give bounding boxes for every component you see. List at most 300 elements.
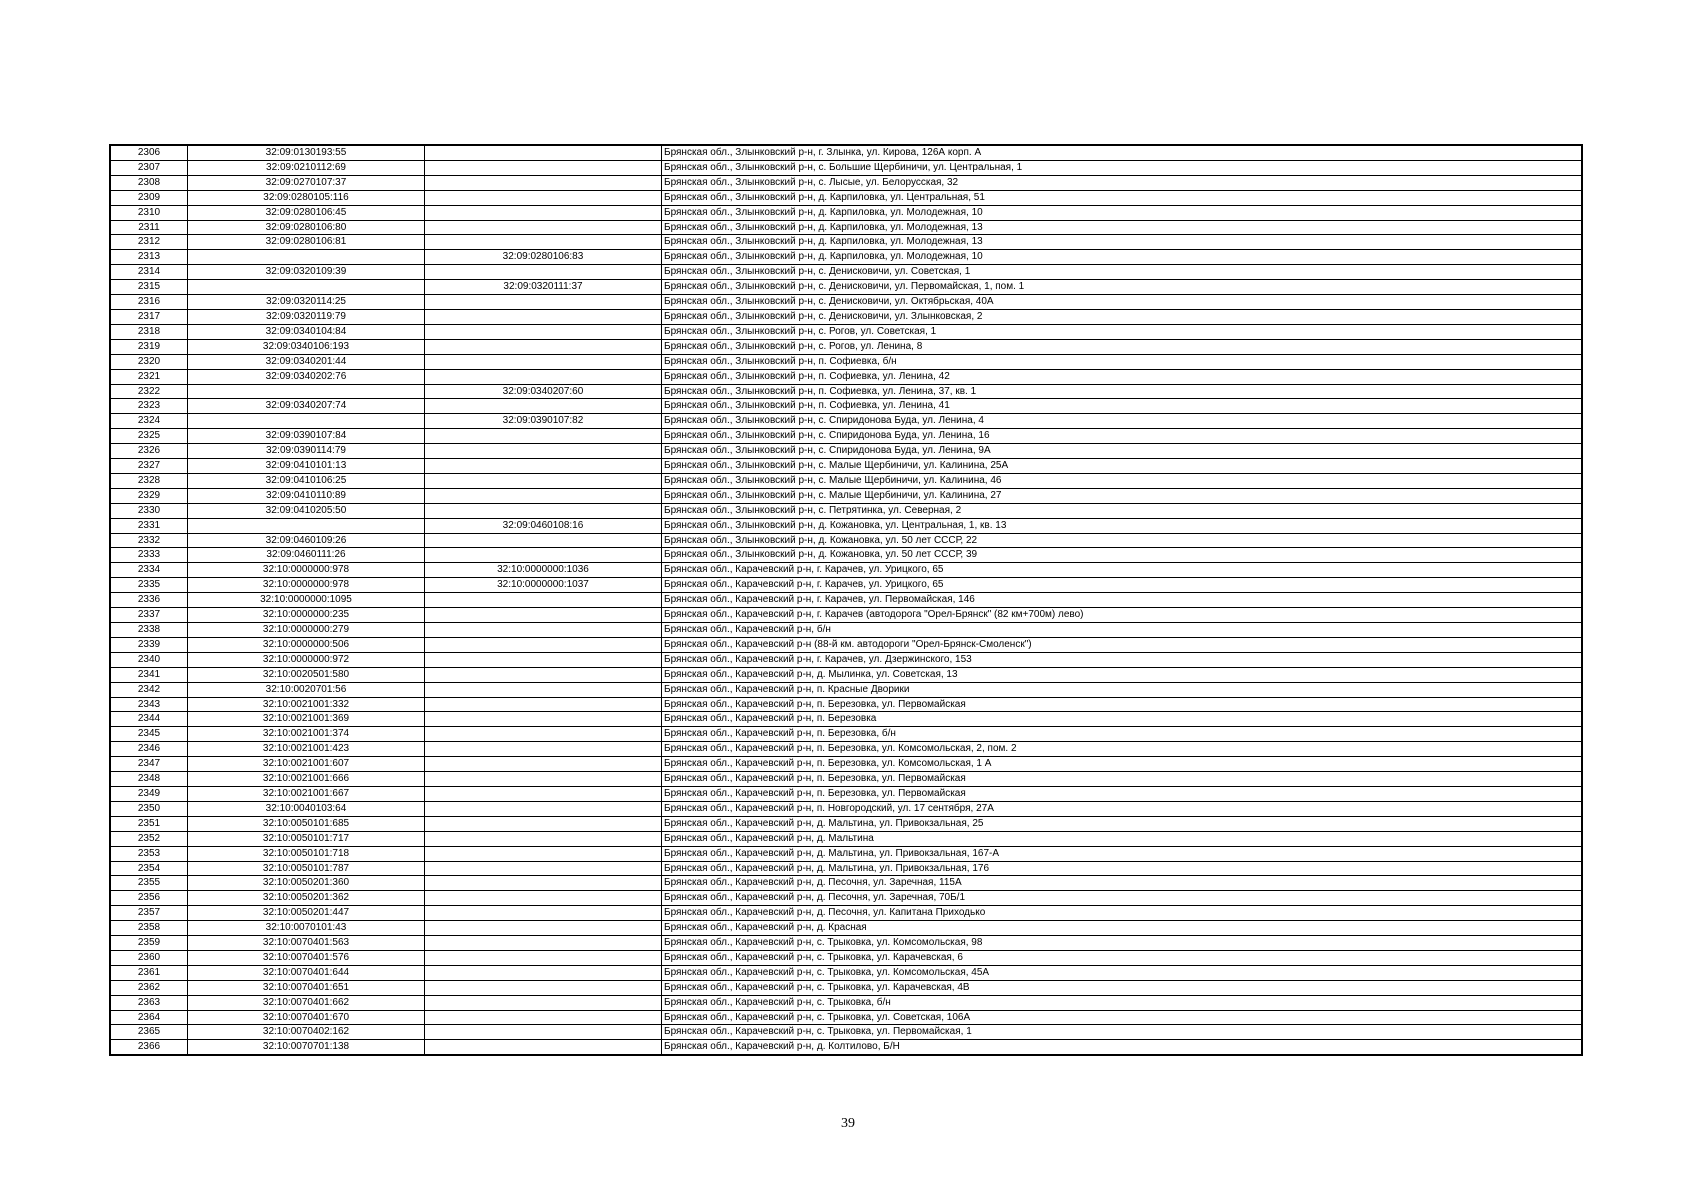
row-number-cell: 2318 [110, 324, 188, 339]
table-row [110, 1040, 1582, 1055]
cadastral-number-cell: 32:10:0000000:978 [188, 578, 425, 593]
cadastral-number-cell: 32:10:0070401:563 [188, 936, 425, 951]
table-row [110, 160, 1582, 175]
cadastral-number-cell: 32:09:0460111:26 [188, 548, 425, 563]
cadastral-number-cell: 32:10:0040103:64 [188, 801, 425, 816]
address-cell: Брянская обл., Карачевский р-н, п. Березовка, ул. Комсомольская, 2, пом. 2 [662, 742, 1583, 757]
address-cell: Брянская обл., Злынковский р-н, д. Карпиловка, ул. Молодежная, 10 [662, 205, 1583, 220]
table-row [110, 950, 1582, 965]
table-row [110, 190, 1582, 205]
row-number-cell: 2319 [110, 339, 188, 354]
row-number-cell: 2352 [110, 831, 188, 846]
address-cell: Брянская обл., Злынковский р-н, п. Софиевка, ул. Ленина, 42 [662, 369, 1583, 384]
linked-cadastral-number-cell [425, 936, 662, 951]
cadastral-number-cell: 32:10:0000000:978 [188, 563, 425, 578]
linked-cadastral-number-cell [425, 757, 662, 772]
linked-cadastral-number-cell [425, 369, 662, 384]
row-number-cell: 2355 [110, 876, 188, 891]
cadastral-number-cell: 32:10:0000000:235 [188, 608, 425, 623]
address-cell: Брянская обл., Злынковский р-н, д. Карпиловка, ул. Молодежная, 13 [662, 235, 1583, 250]
linked-cadastral-number-cell [425, 623, 662, 638]
table-row [110, 563, 1582, 578]
row-number-cell: 2311 [110, 220, 188, 235]
table-row [110, 250, 1582, 265]
cadastral-number-cell: 32:09:0340106:193 [188, 339, 425, 354]
row-number-cell: 2348 [110, 772, 188, 787]
address-cell: Брянская обл., Злынковский р-н, п. Софиевка, ул. Ленина, 41 [662, 399, 1583, 414]
row-number-cell: 2354 [110, 861, 188, 876]
table-row [110, 608, 1582, 623]
cadastral-number-cell [188, 280, 425, 295]
row-number-cell: 2342 [110, 682, 188, 697]
address-cell: Брянская обл., Карачевский р-н, д. Мальтина, ул. Привокзальная, 25 [662, 816, 1583, 831]
table-row [110, 578, 1582, 593]
linked-cadastral-number-cell [425, 697, 662, 712]
table-row [110, 145, 1582, 160]
address-cell: Брянская обл., Карачевский р-н, п. Березовка [662, 712, 1583, 727]
table-row [110, 354, 1582, 369]
cadastral-number-cell: 32:09:0130193:55 [188, 145, 425, 160]
row-number-cell: 2326 [110, 444, 188, 459]
row-number-cell: 2316 [110, 295, 188, 310]
cadastral-number-cell: 32:10:0020501:580 [188, 667, 425, 682]
linked-cadastral-number-cell [425, 667, 662, 682]
cadastral-number-cell: 32:10:0000000:972 [188, 652, 425, 667]
linked-cadastral-number-cell: 32:09:0390107:82 [425, 414, 662, 429]
address-cell: Брянская обл., Карачевский р-н, д. Красная [662, 921, 1583, 936]
table-row [110, 548, 1582, 563]
row-number-cell: 2358 [110, 921, 188, 936]
address-cell: Брянская обл., Карачевский р-н, п. Березовка, б/н [662, 727, 1583, 742]
cadastral-number-cell: 32:10:0050201:362 [188, 891, 425, 906]
address-cell: Брянская обл., Карачевский р-н, д. Мальтина, ул. Привокзальная, 167-А [662, 846, 1583, 861]
cadastral-number-cell: 32:09:0460109:26 [188, 533, 425, 548]
cadastral-number-cell: 32:09:0410106:25 [188, 473, 425, 488]
table-row [110, 786, 1582, 801]
cadastral-number-cell: 32:10:0070401:576 [188, 950, 425, 965]
address-cell: Брянская обл., Карачевский р-н, с. Трыковка, ул. Комсомольская, 98 [662, 936, 1583, 951]
cadastral-number-cell: 32:10:0021001:607 [188, 757, 425, 772]
row-number-cell: 2331 [110, 518, 188, 533]
row-number-cell: 2366 [110, 1040, 188, 1055]
address-cell: Брянская обл., Карачевский р-н, с. Трыковка, ул. Карачевская, 6 [662, 950, 1583, 965]
row-number-cell: 2365 [110, 1025, 188, 1040]
address-cell: Брянская обл., Злынковский р-н, с. Малые Щербиничи, ул. Калинина, 46 [662, 473, 1583, 488]
address-cell: Брянская обл., Злынковский р-н, д. Карпиловка, ул. Молодежная, 10 [662, 250, 1583, 265]
table-row [110, 816, 1582, 831]
row-number-cell: 2327 [110, 459, 188, 474]
row-number-cell: 2337 [110, 608, 188, 623]
linked-cadastral-number-cell [425, 846, 662, 861]
table-row [110, 384, 1582, 399]
linked-cadastral-number-cell [425, 742, 662, 757]
address-cell: Брянская обл., Злынковский р-н, д. Кожановка, ул. Центральная, 1, кв. 13 [662, 518, 1583, 533]
linked-cadastral-number-cell [425, 473, 662, 488]
address-cell: Брянская обл., Злынковский р-н, д. Карпиловка, ул. Центральная, 51 [662, 190, 1583, 205]
table-row [110, 309, 1582, 324]
table-row [110, 459, 1582, 474]
row-number-cell: 2364 [110, 1010, 188, 1025]
address-cell: Брянская обл., Злынковский р-н, с. Малые Щербиничи, ул. Калинина, 25А [662, 459, 1583, 474]
table-row [110, 652, 1582, 667]
address-cell: Брянская обл., Карачевский р-н, д. Мальтина, ул. Привокзальная, 176 [662, 861, 1583, 876]
address-cell: Брянская обл., Злынковский р-н, с. Денисковичи, ул. Советская, 1 [662, 265, 1583, 280]
linked-cadastral-number-cell [425, 950, 662, 965]
cadastral-number-cell: 32:09:0410205:50 [188, 503, 425, 518]
linked-cadastral-number-cell [425, 772, 662, 787]
cadastral-number-cell: 32:09:0320119:79 [188, 309, 425, 324]
linked-cadastral-number-cell [425, 876, 662, 891]
row-number-cell: 2349 [110, 786, 188, 801]
property-table-body [110, 145, 1582, 1055]
linked-cadastral-number-cell [425, 608, 662, 623]
row-number-cell: 2335 [110, 578, 188, 593]
table-row [110, 205, 1582, 220]
row-number-cell: 2321 [110, 369, 188, 384]
row-number-cell: 2306 [110, 145, 188, 160]
address-cell: Брянская обл., Злынковский р-н, с. Лысые, ул. Белорусская, 32 [662, 175, 1583, 190]
cadastral-number-cell [188, 384, 425, 399]
row-number-cell: 2313 [110, 250, 188, 265]
row-number-cell: 2314 [110, 265, 188, 280]
linked-cadastral-number-cell: 32:10:0000000:1036 [425, 563, 662, 578]
table-row [110, 682, 1582, 697]
row-number-cell: 2310 [110, 205, 188, 220]
linked-cadastral-number-cell [425, 995, 662, 1010]
address-cell: Брянская обл., Злынковский р-н, с. Рогов, ул. Ленина, 8 [662, 339, 1583, 354]
row-number-cell: 2340 [110, 652, 188, 667]
row-number-cell: 2341 [110, 667, 188, 682]
row-number-cell: 2361 [110, 965, 188, 980]
linked-cadastral-number-cell [425, 965, 662, 980]
table-row [110, 727, 1582, 742]
cadastral-number-cell: 32:10:0021001:332 [188, 697, 425, 712]
cadastral-number-cell: 32:10:0070101:43 [188, 921, 425, 936]
linked-cadastral-number-cell [425, 1040, 662, 1055]
cadastral-number-cell: 32:09:0340201:44 [188, 354, 425, 369]
cadastral-number-cell: 32:10:0070401:651 [188, 980, 425, 995]
linked-cadastral-number-cell [425, 429, 662, 444]
row-number-cell: 2356 [110, 891, 188, 906]
linked-cadastral-number-cell [425, 488, 662, 503]
row-number-cell: 2308 [110, 175, 188, 190]
row-number-cell: 2325 [110, 429, 188, 444]
table-row [110, 444, 1582, 459]
address-cell: Брянская обл., Злынковский р-н, с. Рогов, ул. Советская, 1 [662, 324, 1583, 339]
linked-cadastral-number-cell: 32:09:0320111:37 [425, 280, 662, 295]
cadastral-number-cell: 32:10:0050101:685 [188, 816, 425, 831]
linked-cadastral-number-cell [425, 1010, 662, 1025]
address-cell: Брянская обл., Карачевский р-н, п. Новгородский, ул. 17 сентября, 27А [662, 801, 1583, 816]
row-number-cell: 2317 [110, 309, 188, 324]
address-cell: Брянская обл., Злынковский р-н, с. Большие Щербиничи, ул. Центральная, 1 [662, 160, 1583, 175]
linked-cadastral-number-cell [425, 399, 662, 414]
linked-cadastral-number-cell [425, 831, 662, 846]
address-cell: Брянская обл., Карачевский р-н, г. Карачев, ул. Дзержинского, 153 [662, 652, 1583, 667]
linked-cadastral-number-cell [425, 459, 662, 474]
linked-cadastral-number-cell [425, 801, 662, 816]
row-number-cell: 2339 [110, 637, 188, 652]
cadastral-number-cell: 32:10:0021001:423 [188, 742, 425, 757]
row-number-cell: 2347 [110, 757, 188, 772]
address-cell: Брянская обл., Злынковский р-н, с. Денисковичи, ул. Первомайская, 1, пом. 1 [662, 280, 1583, 295]
table-row [110, 593, 1582, 608]
cadastral-number-cell: 32:10:0070701:138 [188, 1040, 425, 1055]
table-row [110, 488, 1582, 503]
cadastral-number-cell: 32:09:0340207:74 [188, 399, 425, 414]
address-cell: Брянская обл., Злынковский р-н, д. Карпиловка, ул. Молодежная, 13 [662, 220, 1583, 235]
linked-cadastral-number-cell [425, 160, 662, 175]
cadastral-number-cell: 32:10:0021001:374 [188, 727, 425, 742]
address-cell: Брянская обл., Карачевский р-н, д. Мылинка, ул. Советская, 13 [662, 667, 1583, 682]
linked-cadastral-number-cell [425, 190, 662, 205]
cadastral-number-cell: 32:09:0280105:116 [188, 190, 425, 205]
table-row [110, 936, 1582, 951]
linked-cadastral-number-cell [425, 295, 662, 310]
cadastral-number-cell: 32:10:0000000:1095 [188, 593, 425, 608]
address-cell: Брянская обл., Карачевский р-н, п. Березовка, ул. Комсомольская, 1 А [662, 757, 1583, 772]
linked-cadastral-number-cell [425, 921, 662, 936]
row-number-cell: 2362 [110, 980, 188, 995]
cadastral-number-cell: 32:09:0390107:84 [188, 429, 425, 444]
table-row [110, 623, 1582, 638]
cadastral-number-cell: 32:10:0021001:666 [188, 772, 425, 787]
linked-cadastral-number-cell [425, 503, 662, 518]
cadastral-number-cell: 32:10:0050201:447 [188, 906, 425, 921]
row-number-cell: 2363 [110, 995, 188, 1010]
cadastral-number-cell: 32:09:0320114:25 [188, 295, 425, 310]
cadastral-number-cell: 32:09:0270107:37 [188, 175, 425, 190]
linked-cadastral-number-cell [425, 444, 662, 459]
page-number: 39 [841, 1116, 855, 1131]
cadastral-number-cell: 32:09:0280106:45 [188, 205, 425, 220]
cadastral-number-cell: 32:09:0210112:69 [188, 160, 425, 175]
table-row [110, 980, 1582, 995]
address-cell: Брянская обл., Карачевский р-н, б/н [662, 623, 1583, 638]
address-cell: Брянская обл., Злынковский р-н, с. Спиридонова Буда, ул. Ленина, 9А [662, 444, 1583, 459]
cadastral-number-cell: 32:09:0340104:84 [188, 324, 425, 339]
row-number-cell: 2315 [110, 280, 188, 295]
table-row [110, 414, 1582, 429]
table-row [110, 965, 1582, 980]
table-row [110, 220, 1582, 235]
row-number-cell: 2328 [110, 473, 188, 488]
table-row [110, 265, 1582, 280]
address-cell: Брянская обл., Карачевский р-н, г. Карачев (автодорога "Орел-Брянск" (82 км+700м) лево) [662, 608, 1583, 623]
row-number-cell: 2322 [110, 384, 188, 399]
cadastral-number-cell: 32:09:0410110:89 [188, 488, 425, 503]
address-cell: Брянская обл., Карачевский р-н, п. Березовка, ул. Первомайская [662, 697, 1583, 712]
table-row [110, 280, 1582, 295]
linked-cadastral-number-cell [425, 309, 662, 324]
cadastral-number-cell: 32:10:0050201:360 [188, 876, 425, 891]
cadastral-number-cell: 32:10:0050101:787 [188, 861, 425, 876]
row-number-cell: 2346 [110, 742, 188, 757]
table-row [110, 399, 1582, 414]
cadastral-number-cell: 32:09:0280106:80 [188, 220, 425, 235]
linked-cadastral-number-cell [425, 548, 662, 563]
cadastral-number-cell: 32:09:0280106:81 [188, 235, 425, 250]
linked-cadastral-number-cell [425, 682, 662, 697]
address-cell: Брянская обл., Карачевский р-н, п. Березовка, ул. Первомайская [662, 772, 1583, 787]
address-cell: Брянская обл., Карачевский р-н, д. Мальтина [662, 831, 1583, 846]
cadastral-number-cell: 32:10:0070401:670 [188, 1010, 425, 1025]
table-row [110, 801, 1582, 816]
table-row [110, 921, 1582, 936]
linked-cadastral-number-cell [425, 906, 662, 921]
address-cell: Брянская обл., Карачевский р-н, д. Песочня, ул. Заречная, 70Б/1 [662, 891, 1583, 906]
address-cell: Брянская обл., Злынковский р-н, с. Денисковичи, ул. Октябрьская, 40А [662, 295, 1583, 310]
linked-cadastral-number-cell [425, 265, 662, 280]
row-number-cell: 2357 [110, 906, 188, 921]
table-row [110, 891, 1582, 906]
address-cell: Брянская обл., Карачевский р-н (88-й км. автодороги "Орел-Брянск-Смоленск") [662, 637, 1583, 652]
cadastral-number-cell: 32:10:0000000:506 [188, 637, 425, 652]
cadastral-number-cell: 32:10:0050101:718 [188, 846, 425, 861]
address-cell: Брянская обл., Злынковский р-н, п. Софиевка, б/н [662, 354, 1583, 369]
address-cell: Брянская обл., Злынковский р-н, с. Денисковичи, ул. Злынковская, 2 [662, 309, 1583, 324]
row-number-cell: 2334 [110, 563, 188, 578]
table-row [110, 339, 1582, 354]
row-number-cell: 2320 [110, 354, 188, 369]
linked-cadastral-number-cell [425, 1025, 662, 1040]
linked-cadastral-number-cell [425, 145, 662, 160]
address-cell: Брянская обл., Карачевский р-н, д. Песочня, ул. Капитана Приходько [662, 906, 1583, 921]
cadastral-number-cell: 32:09:0390114:79 [188, 444, 425, 459]
address-cell: Брянская обл., Карачевский р-н, д. Песочня, ул. Заречная, 115А [662, 876, 1583, 891]
address-cell: Брянская обл., Злынковский р-н, с. Спиридонова Буда, ул. Ленина, 4 [662, 414, 1583, 429]
address-cell: Брянская обл., Карачевский р-н, с. Трыковка, ул. Советская, 106А [662, 1010, 1583, 1025]
linked-cadastral-number-cell [425, 220, 662, 235]
row-number-cell: 2344 [110, 712, 188, 727]
address-cell: Брянская обл., Злынковский р-н, с. Спиридонова Буда, ул. Ленина, 16 [662, 429, 1583, 444]
table-row [110, 518, 1582, 533]
linked-cadastral-number-cell [425, 652, 662, 667]
row-number-cell: 2353 [110, 846, 188, 861]
table-row [110, 324, 1582, 339]
row-number-cell: 2312 [110, 235, 188, 250]
address-cell: Брянская обл., Карачевский р-н, с. Трыковка, ул. Карачевская, 4В [662, 980, 1583, 995]
linked-cadastral-number-cell [425, 235, 662, 250]
table-row [110, 1010, 1582, 1025]
cadastral-number-cell [188, 250, 425, 265]
table-row [110, 697, 1582, 712]
linked-cadastral-number-cell [425, 786, 662, 801]
row-number-cell: 2324 [110, 414, 188, 429]
address-cell: Брянская обл., Злынковский р-н, д. Кожановка, ул. 50 лет СССР, 22 [662, 533, 1583, 548]
address-cell: Брянская обл., Злынковский р-н, д. Кожановка, ул. 50 лет СССР, 39 [662, 548, 1583, 563]
table-row [110, 876, 1582, 891]
row-number-cell: 2307 [110, 160, 188, 175]
linked-cadastral-number-cell [425, 354, 662, 369]
table-row [110, 772, 1582, 787]
cadastral-number-cell: 32:10:0070401:662 [188, 995, 425, 1010]
cadastral-number-cell: 32:09:0340202:76 [188, 369, 425, 384]
linked-cadastral-number-cell [425, 339, 662, 354]
cadastral-number-cell: 32:10:0000000:279 [188, 623, 425, 638]
row-number-cell: 2338 [110, 623, 188, 638]
table-row [110, 473, 1582, 488]
linked-cadastral-number-cell [425, 175, 662, 190]
linked-cadastral-number-cell [425, 593, 662, 608]
linked-cadastral-number-cell [425, 861, 662, 876]
linked-cadastral-number-cell [425, 205, 662, 220]
table-row [110, 429, 1582, 444]
address-cell: Брянская обл., Злынковский р-н, п. Софиевка, ул. Ленина, 37, кв. 1 [662, 384, 1583, 399]
row-number-cell: 2359 [110, 936, 188, 951]
row-number-cell: 2350 [110, 801, 188, 816]
linked-cadastral-number-cell: 32:10:0000000:1037 [425, 578, 662, 593]
table-row [110, 637, 1582, 652]
address-cell: Брянская обл., Карачевский р-н, г. Карачев, ул. Первомайская, 146 [662, 593, 1583, 608]
address-cell: Брянская обл., Злынковский р-н, г. Злынка, ул. Кирова, 126А корп. А [662, 145, 1583, 160]
table-row [110, 906, 1582, 921]
address-cell: Брянская обл., Карачевский р-н, с. Трыковка, б/н [662, 995, 1583, 1010]
table-row [110, 846, 1582, 861]
linked-cadastral-number-cell [425, 533, 662, 548]
address-cell: Брянская обл., Карачевский р-н, п. Березовка, ул. Первомайская [662, 786, 1583, 801]
linked-cadastral-number-cell: 32:09:0340207:60 [425, 384, 662, 399]
table-row [110, 369, 1582, 384]
cadastral-number-cell: 32:09:0320109:39 [188, 265, 425, 280]
table-row [110, 995, 1582, 1010]
linked-cadastral-number-cell [425, 816, 662, 831]
row-number-cell: 2330 [110, 503, 188, 518]
cadastral-number-cell: 32:09:0410101:13 [188, 459, 425, 474]
address-cell: Брянская обл., Карачевский р-н, с. Трыковка, ул. Комсомольская, 45А [662, 965, 1583, 980]
cadastral-number-cell: 32:10:0020701:56 [188, 682, 425, 697]
address-cell: Брянская обл., Карачевский р-н, д. Колтилово, Б/Н [662, 1040, 1583, 1055]
property-table [109, 144, 1583, 1056]
table-row [110, 712, 1582, 727]
row-number-cell: 2309 [110, 190, 188, 205]
row-number-cell: 2329 [110, 488, 188, 503]
table-row [110, 533, 1582, 548]
row-number-cell: 2333 [110, 548, 188, 563]
cadastral-number-cell [188, 518, 425, 533]
linked-cadastral-number-cell [425, 324, 662, 339]
cadastral-number-cell: 32:10:0021001:369 [188, 712, 425, 727]
linked-cadastral-number-cell [425, 712, 662, 727]
linked-cadastral-number-cell: 32:09:0460108:16 [425, 518, 662, 533]
table-row [110, 831, 1582, 846]
table-row [110, 295, 1582, 310]
linked-cadastral-number-cell [425, 980, 662, 995]
address-cell: Брянская обл., Карачевский р-н, п. Красные Дворики [662, 682, 1583, 697]
cadastral-number-cell: 32:10:0021001:667 [188, 786, 425, 801]
table-row [110, 861, 1582, 876]
table-row [110, 175, 1582, 190]
table-row [110, 1025, 1582, 1040]
cadastral-number-cell: 32:10:0050101:717 [188, 831, 425, 846]
address-cell: Брянская обл., Карачевский р-н, г. Карачев, ул. Урицкого, 65 [662, 578, 1583, 593]
row-number-cell: 2345 [110, 727, 188, 742]
address-cell: Брянская обл., Злынковский р-н, с. Малые Щербиничи, ул. Калинина, 27 [662, 488, 1583, 503]
row-number-cell: 2336 [110, 593, 188, 608]
row-number-cell: 2351 [110, 816, 188, 831]
row-number-cell: 2332 [110, 533, 188, 548]
cadastral-number-cell: 32:10:0070402:162 [188, 1025, 425, 1040]
linked-cadastral-number-cell: 32:09:0280106:83 [425, 250, 662, 265]
row-number-cell: 2323 [110, 399, 188, 414]
linked-cadastral-number-cell [425, 727, 662, 742]
table-row [110, 757, 1582, 772]
address-cell: Брянская обл., Карачевский р-н, г. Карачев, ул. Урицкого, 65 [662, 563, 1583, 578]
address-cell: Брянская обл., Карачевский р-н, с. Трыковка, ул. Первомайская, 1 [662, 1025, 1583, 1040]
table-row [110, 235, 1582, 250]
row-number-cell: 2360 [110, 950, 188, 965]
cadastral-number-cell [188, 414, 425, 429]
